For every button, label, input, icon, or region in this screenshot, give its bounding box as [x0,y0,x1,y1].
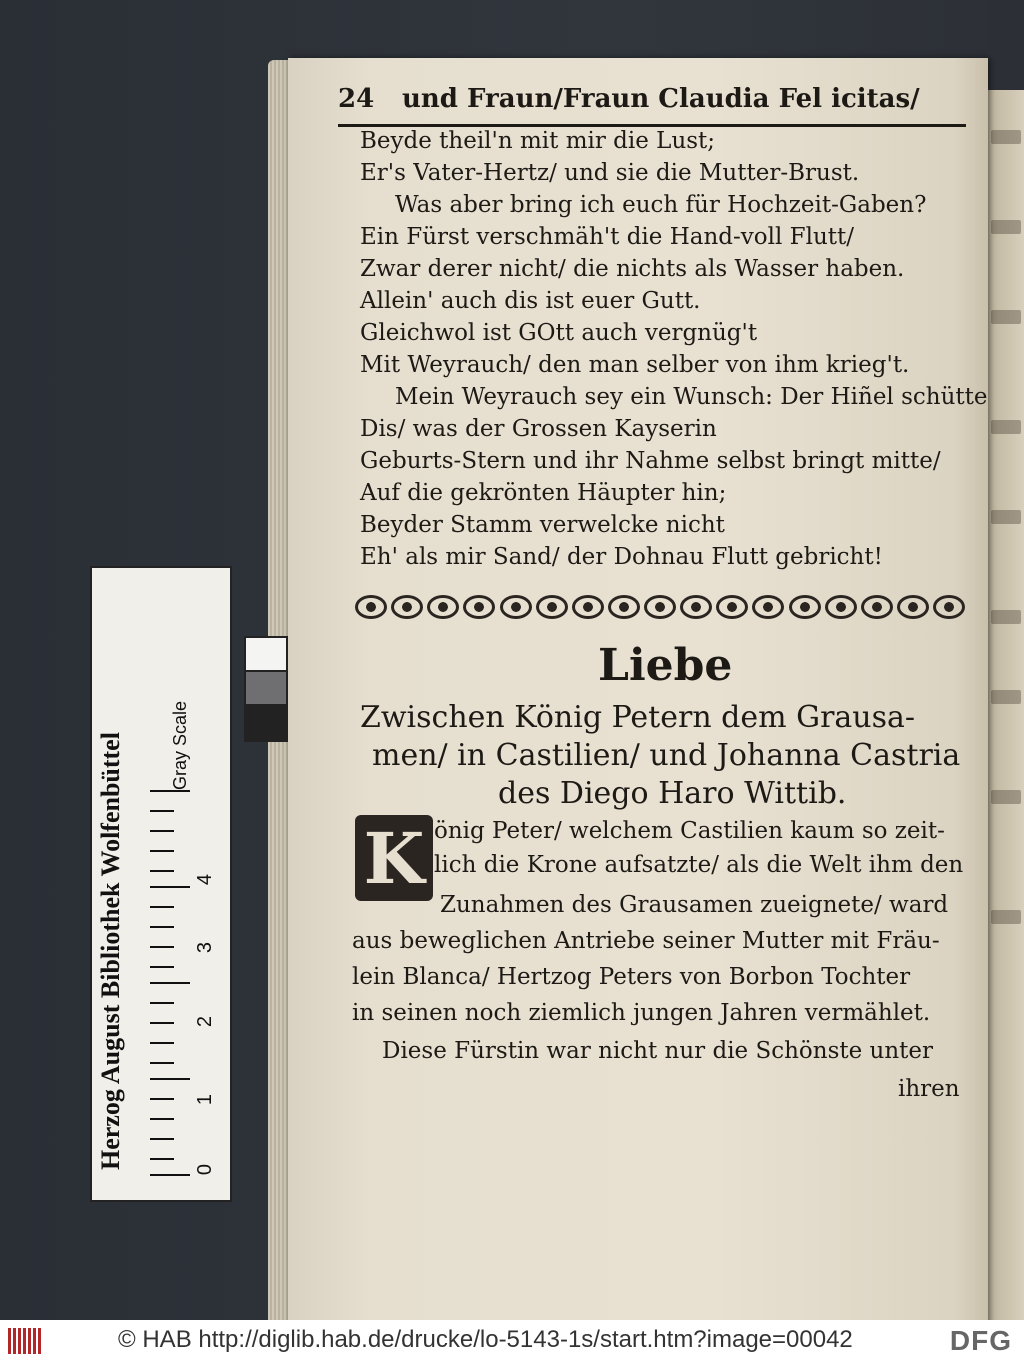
ruler-number: 2 [194,1015,217,1028]
body-line: önig Peter/ welchem Castilien kaum so zeit- [434,818,945,844]
poem-line: Eh' als mir Sand/ der Dohnau Flutt gebricht! [360,544,883,570]
poem-line: Beyde theil'n mit mir die Lust; [360,128,716,154]
ruler-number: 4 [194,873,217,886]
black-swatch [244,704,288,742]
ruler-number: 1 [194,1093,217,1106]
hab-logo-icon [8,1328,42,1354]
ruler-ticks [150,790,210,1180]
white-swatch [244,636,288,674]
poem-line: Beyder Stamm verwelcke nicht [360,512,725,538]
ornamental-border [355,594,965,620]
running-title: und Fraun/Fraun Claudia Fel icitas/ [402,84,920,114]
section-subtitle-line: Zwischen König Petern dem Grausa- [360,700,916,735]
ruler-gray-scale-label: Gray Scale [170,700,190,790]
body-line: Diese Fürstin war nicht nur die Schönste unter [382,1038,934,1064]
ruler-number: 3 [194,941,217,954]
body-line: Zunahmen des Grausamen zueignete/ ward [440,892,949,918]
footer-bar [0,1320,1024,1361]
poem-line: Zwar derer nicht/ die nichts als Wasser haben. [360,256,905,282]
poem-line: Auf die gekrönten Häupter hin; [360,480,727,506]
poem-line: Was aber bring ich euch für Hochzeit-Gaben? [395,192,927,218]
dropcap-initial: K [355,815,433,901]
body-line: aus beweglichen Antriebe seiner Mutter mit Fräu- [352,928,940,954]
page-number: 24 [338,84,375,114]
gray-swatch [244,670,288,708]
ruler-number: 0 [194,1163,217,1176]
catchword: ihren [898,1076,960,1102]
poem-line: Geburts-Stern und ihr Nahme selbst bringt mitte/ [360,448,941,474]
body-line: lein Blanca/ Hertzog Peters von Borbon Tochter [352,964,911,990]
poem-line: Er's Vater-Hertz/ und sie die Mutter-Brust. [360,160,860,186]
poem-line: Dis/ was der Grossen Kayserin [360,416,717,442]
section-subtitle-line: des Diego Haro Wittib. [498,776,847,811]
body-line: lich die Krone aufsatzte/ als die Welt ihm den [434,852,964,878]
section-subtitle-line: men/ in Castilien/ und Johanna Castria [372,738,961,773]
poem-line: Gleichwol ist GOtt auch vergnüg't [360,320,758,346]
footer-copyright-link[interactable]: © HAB http://diglib.hab.de/drucke/lo-5143-1s/start.htm?image=00042 [118,1326,853,1353]
adjacent-page-strip [985,90,1024,1320]
poem-line: Mein Weyrauch sey ein Wunsch: Der Hiñel schütte [395,384,988,410]
poem-line: Ein Fürst verschmäh't die Hand-voll Flutt/ [360,224,855,250]
ruler-library-label: Herzog August Bibliothek Wolfenbüttel [96,732,125,1170]
dfg-logo: DFG [949,1325,1012,1356]
section-title: Liebe [598,640,733,691]
body-line: in seinen noch ziemlich jungen Jahren vermählet. [352,1000,931,1026]
poem-line: Mit Weyrauch/ den man selber von ihm krieg't. [360,352,910,378]
poem-line: Allein' auch dis ist euer Gutt. [360,288,701,314]
header-rule [338,124,966,127]
running-header [338,84,968,124]
